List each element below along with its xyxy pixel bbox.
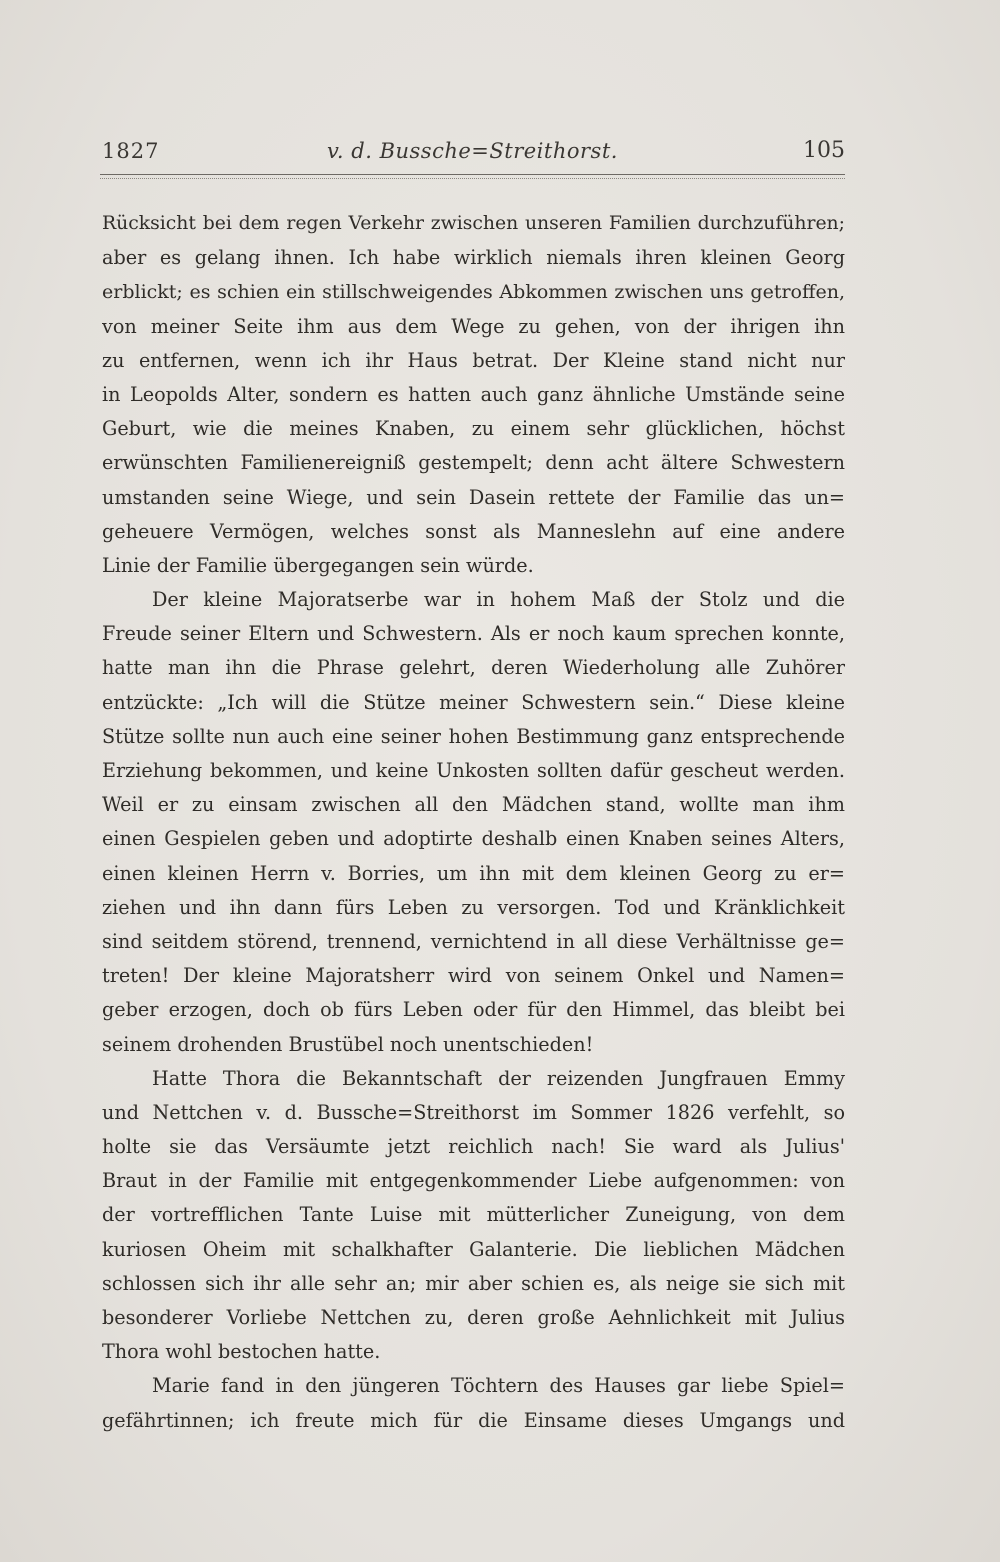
- running-header: [100, 136, 845, 172]
- text-line: einen Gespielen geben und adoptirte deshalb einen Knaben seines Alters,: [102, 827, 845, 851]
- text-line: hatte man ihn die Phrase gelehrt, deren Wiederholung alle Zuhörer: [102, 656, 845, 680]
- text-line: kuriosen Oheim mit schalkhafter Galanterie. Die lieblichen Mädchen: [102, 1237, 845, 1261]
- text-line: Linie der Familie übergegangen sein würde.: [102, 553, 534, 577]
- text-line: geber erzogen, doch ob fürs Leben oder für den Himmel, das bleibt bei: [102, 998, 845, 1022]
- text-line: entzückte: „Ich will die Stütze meiner Schwestern sein.“ Diese kleine: [102, 690, 845, 714]
- text-line: treten! Der kleine Majoratsherr wird von seinem Onkel und Namen=: [102, 964, 845, 988]
- text-line: Geburt, wie die meines Knaben, zu einem sehr glücklichen, höchst: [102, 417, 845, 441]
- text-line: ziehen und ihn dann fürs Leben zu versorgen. Tod und Kränklichkeit: [102, 895, 845, 919]
- text-line: der vortrefflichen Tante Luise mit mütterlicher Zuneigung, von dem: [102, 1203, 845, 1227]
- text-line: gefährtinnen; ich freute mich für die Einsame dieses Umgangs und: [102, 1408, 845, 1432]
- text-line: einen kleinen Herrn v. Borries, um ihn mit dem kleinen Georg zu er=: [102, 861, 845, 885]
- header-title: v. d. Bussche=Streithorst.: [327, 139, 618, 163]
- text-line: erblickt; es schien ein stillschweigendes Abkommen zwischen uns getroffen,: [102, 281, 845, 304]
- header-rule-dotted: [100, 178, 845, 179]
- text-line: aber es gelang ihnen. Ich habe wirklich niemals ihren kleinen Georg: [102, 246, 845, 270]
- text-line: sind seitdem störend, trennend, vernichtend in all diese Verhältnisse ge=: [102, 929, 845, 953]
- text-line: geheuere Vermögen, welches sonst als Manneslehn auf eine andere: [102, 519, 845, 543]
- text-line: Weil er zu einsam zwischen all den Mädchen stand, wollte man ihm: [102, 793, 845, 817]
- header-year: 1827: [102, 139, 160, 163]
- body-text: [102, 207, 845, 1438]
- text-line: Thora wohl bestochen hatte.: [102, 1340, 381, 1364]
- text-line: besonderer Vorliebe Nettchen zu, deren große Aehnlichkeit mit Julius: [102, 1306, 845, 1329]
- text-line: erwünschten Familienereigniß gestempelt; denn acht ältere Schwestern: [102, 451, 845, 475]
- text-line: Freude seiner Eltern und Schwestern. Als er noch kaum sprechen konnte,: [102, 622, 845, 646]
- header-rule: [100, 174, 845, 175]
- text-line: seinem drohenden Brustübel noch unentschieden!: [102, 1032, 594, 1056]
- page-number: 105: [803, 138, 845, 163]
- text-line: Rücksicht bei dem regen Verkehr zwischen unseren Familien durchzuführen;: [102, 213, 845, 234]
- text-line: Marie fand in den jüngeren Töchtern des Hauses gar liebe Spiel=: [152, 1374, 845, 1398]
- text-line: von meiner Seite ihm aus dem Wege zu gehen, von der ihrigen ihn: [102, 314, 845, 338]
- text-line: umstanden seine Wiege, und sein Dasein rettete der Familie das un=: [102, 485, 845, 509]
- text-line: holte sie das Versäumte jetzt reichlich nach! Sie ward als Julius': [102, 1135, 845, 1159]
- text-line: und Nettchen v. d. Bussche=Streithorst im Sommer 1826 verfehlt, so: [102, 1100, 845, 1124]
- text-line: zu entfernen, wenn ich ihr Haus betrat. Der Kleine stand nicht nur: [102, 348, 845, 372]
- text-line: in Leopolds Alter, sondern es hatten auch ganz ähnliche Umstände seine: [102, 382, 845, 406]
- text-line: Erziehung bekommen, und keine Unkosten sollten dafür gescheut werden.: [102, 759, 845, 782]
- text-line: Stütze sollte nun auch eine seiner hohen Bestimmung ganz entsprechende: [102, 724, 845, 748]
- text-line: Der kleine Majoratserbe war in hohem Maß der Stolz und die: [152, 588, 845, 612]
- text-line: schlossen sich ihr alle sehr an; mir aber schien es, als neige sie sich mit: [102, 1271, 845, 1295]
- text-line: Hatte Thora die Bekanntschaft der reizenden Jungfrauen Emmy: [152, 1066, 845, 1090]
- text-line: Braut in der Familie mit entgegenkommender Liebe aufgenommen: von: [102, 1169, 845, 1193]
